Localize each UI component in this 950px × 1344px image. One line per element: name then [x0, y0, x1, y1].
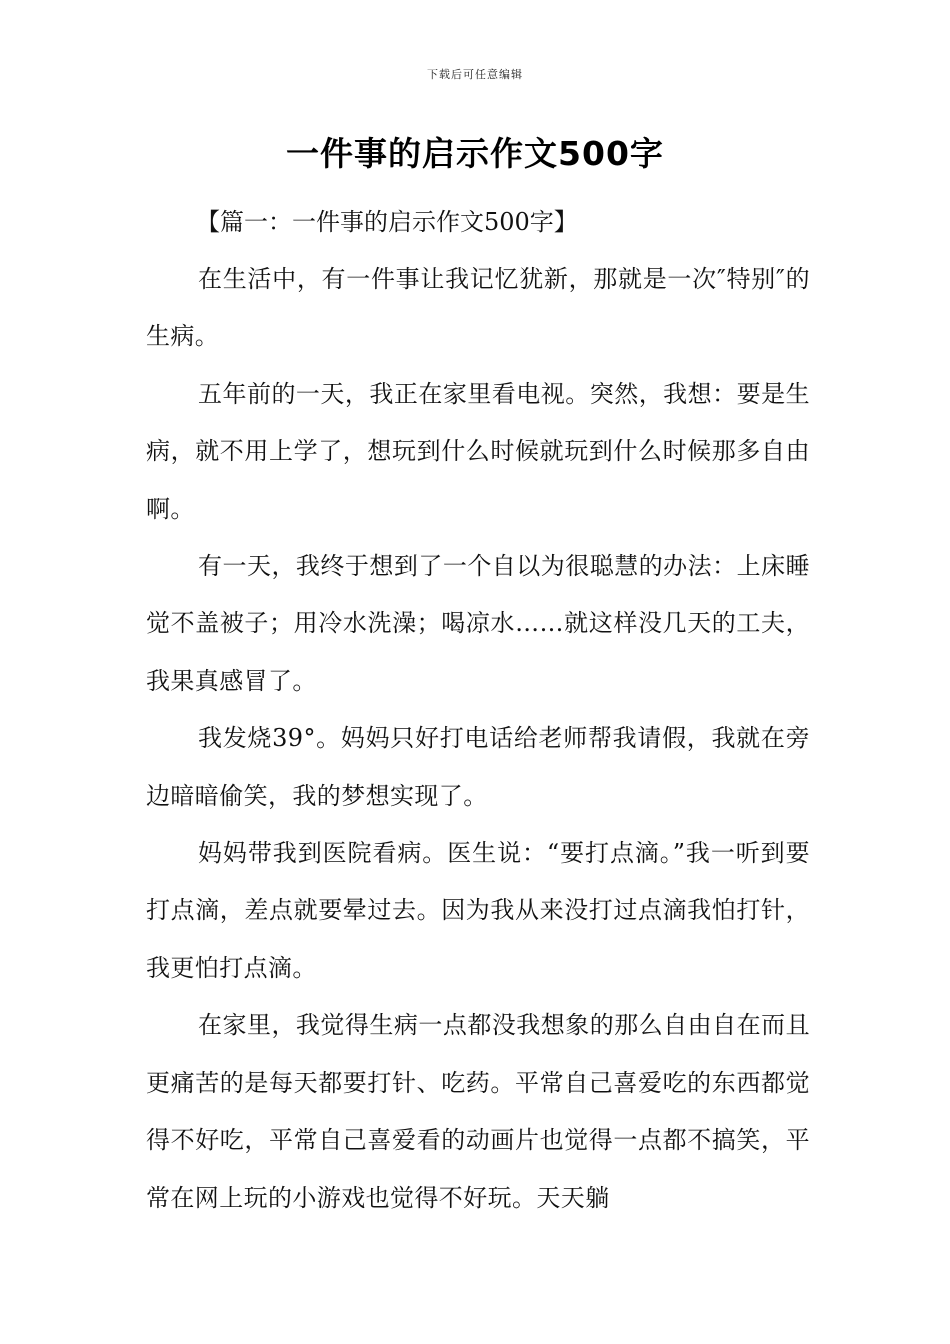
document-title: 一件事的启示作文500字 [286, 134, 664, 173]
paragraph: 妈妈带我到医院看病。医生说：“要打点滴。”我一听到要打点滴，差点就要晕过去。因为我从来没打过点滴我怕打针，我更怕打点滴。 [146, 839, 810, 982]
document-body [146, 251, 810, 1227]
paragraph: 有一天，我终于想到了一个自以为很聪慧的办法：上床睡觉不盖被子；用冷水洗澡；喝凉水……就这样没几天的工夫，我果真感冒了。 [146, 552, 810, 695]
paragraph: 在生活中，有一件事让我记忆犹新，那就是一次″特别″的生病。 [146, 265, 810, 351]
section-heading: 【篇一：一件事的启示作文500字】 [196, 208, 578, 236]
paragraph: 在家里，我觉得生病一点都没我想象的那么自由自在而且更痛苦的是每天都要打针、吃药。平常自己喜爱吃的东西都觉得不好吃，平常自己喜爱看的动画片也觉得一点都不搞笑，平常在网上玩的小游戏也觉得不好玩。天天躺 [146, 1011, 810, 1212]
paragraph: 五年前的一天，我正在家里看电视。突然，我想：要是生病，就不用上学了，想玩到什么时候就玩到什么时候那多自由啊。 [146, 379, 810, 523]
paragraph: 我发烧39°。妈妈只好打电话给老师帮我请假，我就在旁边暗暗偷笑，我的梦想实现了。 [146, 724, 810, 810]
header-note: 下载后可任意编辑 [427, 68, 523, 81]
